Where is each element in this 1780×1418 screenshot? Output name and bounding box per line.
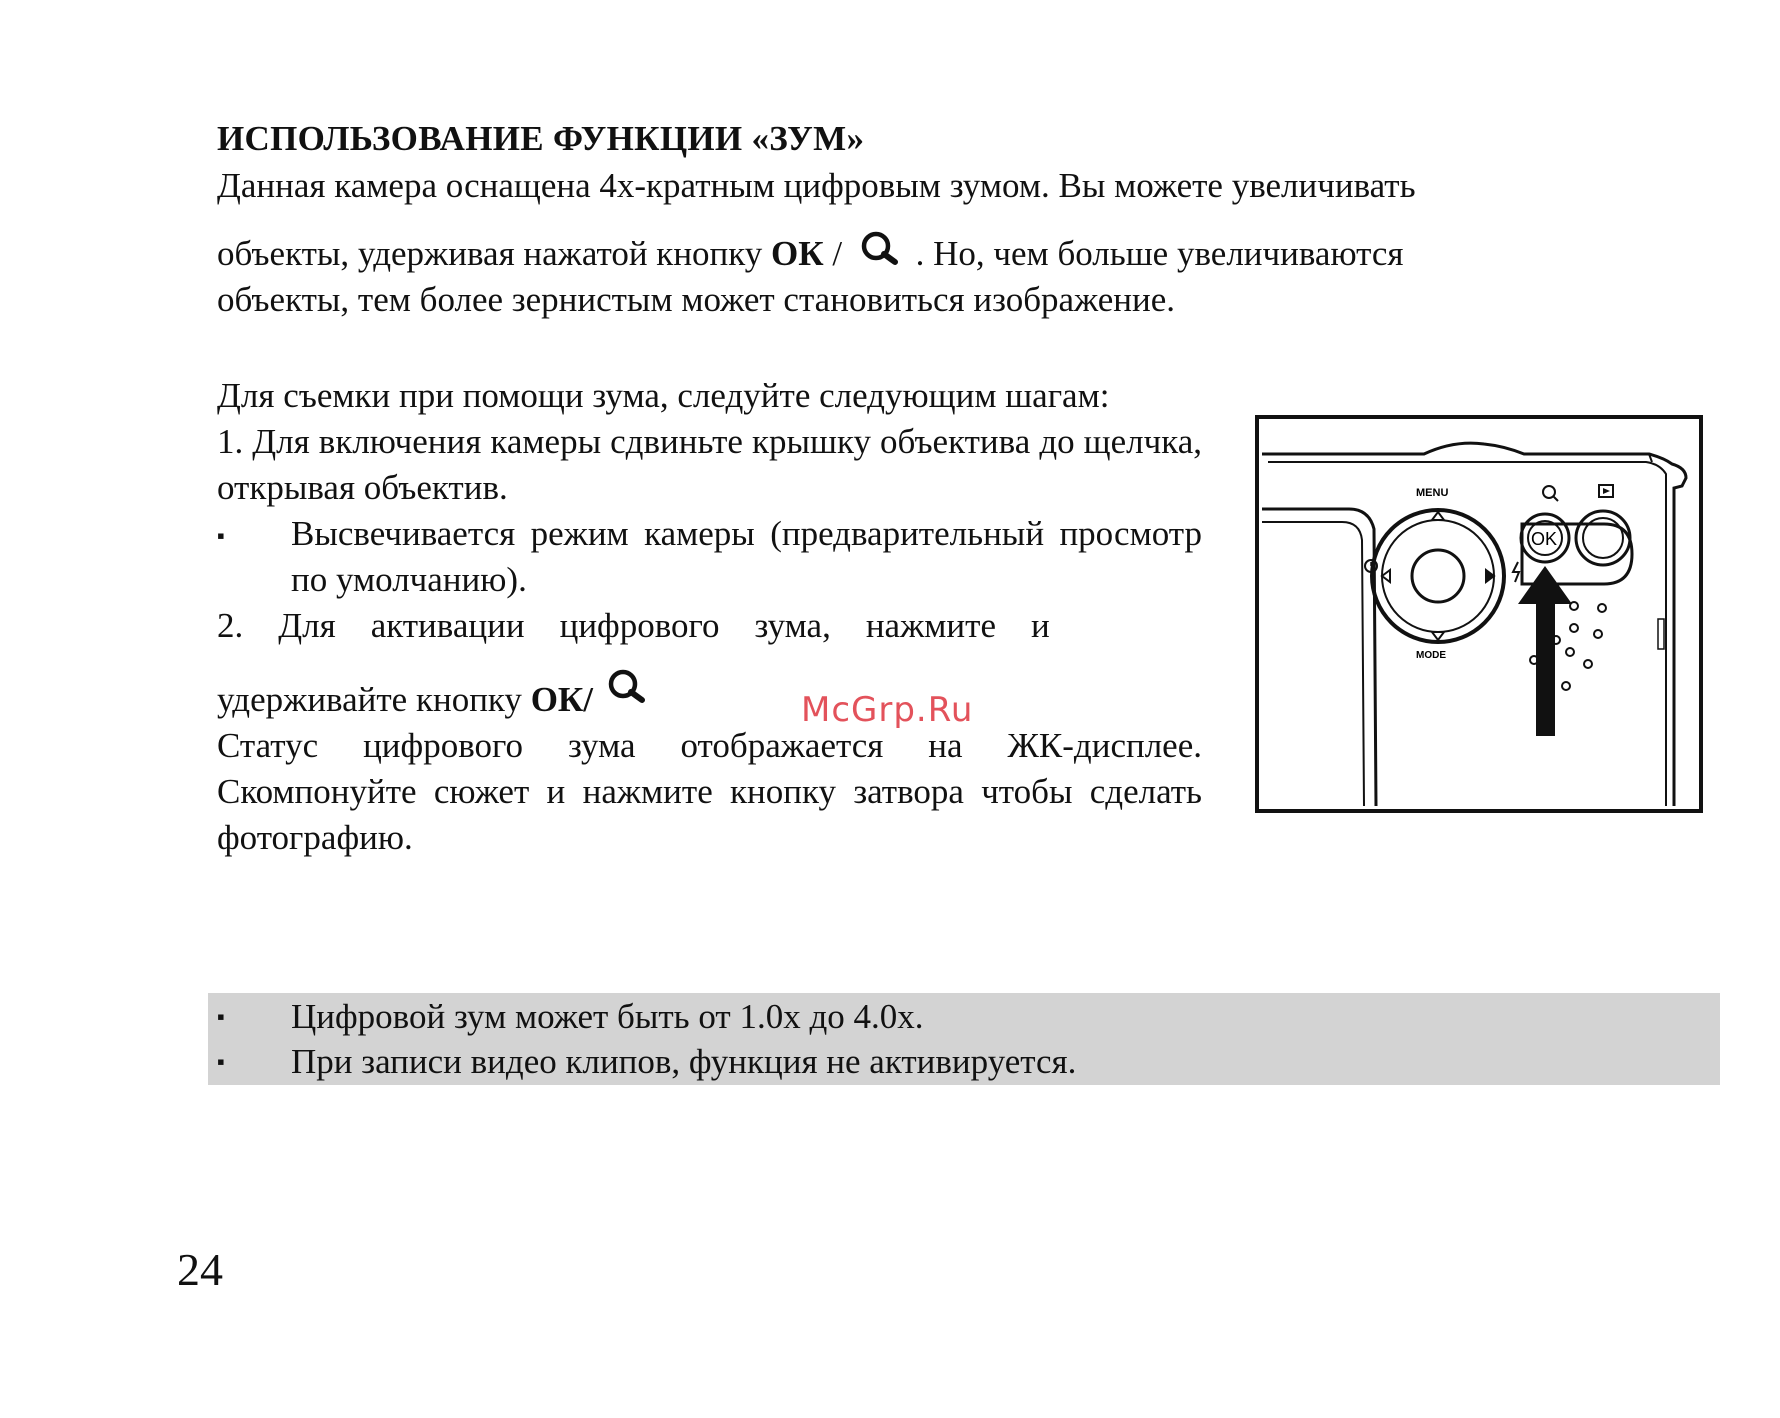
intro-line-2-text: объекты, удерживая нажатой кнопку bbox=[217, 234, 763, 273]
intro-line-3: объекты, тем более зернистым может становиться изображение. bbox=[217, 280, 1176, 319]
bullet-marker: ▪ bbox=[217, 1049, 225, 1074]
steps-lead: Для съемки при помощи зума, следуйте следующим шагам: bbox=[217, 376, 1110, 415]
note-item bbox=[217, 995, 924, 1039]
intro-line-2-end: . Но, чем больше увеличиваются bbox=[915, 234, 1404, 273]
intro-line-2 bbox=[217, 229, 1720, 277]
note-item-text: При записи видео клипов, функция не активируется. bbox=[291, 1042, 1077, 1081]
bullet-marker: ▪ bbox=[217, 1004, 225, 1029]
camera-back-diagram bbox=[1254, 414, 1704, 814]
steps-column bbox=[217, 373, 1202, 861]
step-1-bullet-text: Высвечивается режим камеры (предварительный просмотр по умолчанию). bbox=[291, 514, 1202, 599]
zoom-status-text: Статус цифрового зума отображается на ЖК-дисплее. Скомпонуйте сюжет и нажмите кнопку затвора чтобы сделать фотографию. bbox=[217, 726, 1202, 857]
watermark: McGrp.Ru bbox=[801, 690, 974, 730]
ok-button-label: OK bbox=[1531, 529, 1558, 549]
step-1: 1. Для включения камеры сдвиньте крышку объектива до щелчка, открывая объектив. bbox=[217, 422, 1202, 507]
intro-line-1: Данная камера оснащена 4х-кратным цифровым зумом. Вы можете увеличивать bbox=[217, 166, 1416, 205]
magnifier-icon bbox=[857, 229, 901, 267]
magnifier-icon bbox=[604, 667, 648, 705]
menu-label: MENU bbox=[1416, 487, 1449, 499]
mode-label: MODE bbox=[1416, 650, 1446, 661]
step-2-hold-text: удерживайте кнопку bbox=[217, 680, 522, 719]
ok-label: ОК bbox=[771, 234, 824, 273]
note-box bbox=[208, 993, 1720, 1085]
section-heading: ИСПОЛЬЗОВАНИЕ ФУНКЦИИ «ЗУМ» bbox=[217, 119, 865, 158]
step-2-ok-label: ОК/ bbox=[530, 680, 594, 719]
page-number: 24 bbox=[177, 1244, 223, 1295]
slash: / bbox=[832, 234, 843, 273]
bullet-marker: ▪ bbox=[217, 523, 225, 548]
step-1-bullet bbox=[217, 511, 1202, 603]
step-2: 2. Для активации цифрового зума, нажмите и bbox=[217, 606, 1050, 645]
note-item-text: Цифровой зум может быть от 1.0x до 4.0x. bbox=[291, 997, 924, 1036]
step-2-hold-line bbox=[217, 667, 1202, 723]
note-item bbox=[217, 1040, 1076, 1084]
intro-paragraph bbox=[217, 163, 1720, 323]
